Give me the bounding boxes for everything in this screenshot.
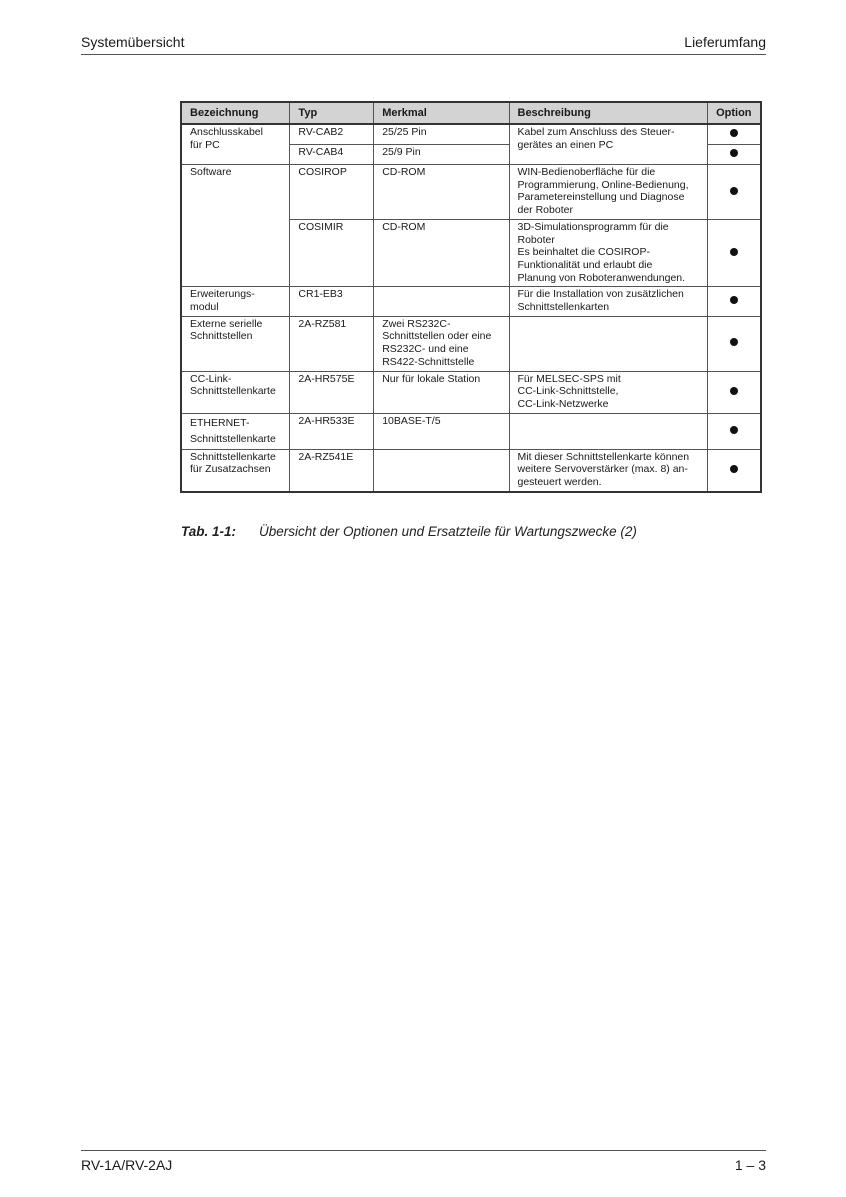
cell-typ: 2A-HR575E [290, 371, 374, 413]
option-bullet-icon [730, 296, 738, 304]
cell-merkmal: 10BASE-T/5 [374, 413, 509, 449]
cell-typ: RV-CAB4 [290, 145, 374, 165]
cell-typ: 2A-RZ581 [290, 316, 374, 371]
cell-beschreibung: WIN-Bedienoberfläche für die Programmierung, Online-Bedienung, Parametereinstellung und Diagnose der Roboter [509, 165, 707, 220]
cell-typ: RV-CAB2 [290, 124, 374, 145]
header-chapter-title: Lieferumfang [684, 34, 766, 50]
cell-beschreibung: Kabel zum Anschluss des Steuer- gerätes an einen PC [509, 124, 707, 165]
cell-beschreibung: Für die Installation von zusätzlichen Schnittstellenkarten [509, 287, 707, 316]
cell-option [707, 371, 761, 413]
option-bullet-icon [730, 129, 738, 137]
cell-option [707, 145, 761, 165]
cell-option [707, 219, 761, 287]
cell-typ: 2A-RZ541E [290, 449, 374, 492]
cell-typ: COSIMIR [290, 219, 374, 287]
cell-bezeichnung: CC-Link- Schnittstellenkarte [181, 371, 290, 413]
cell-merkmal [374, 449, 509, 492]
table-row [181, 287, 761, 316]
footer-page-number: 1 – 3 [734, 1157, 766, 1173]
cell-option [707, 124, 761, 145]
cell-merkmal: 25/9 Pin [374, 145, 509, 165]
table-caption [181, 524, 637, 539]
cell-merkmal [374, 287, 509, 316]
footer-model: RV-1A/RV-2AJ [81, 1157, 173, 1173]
cell-bezeichnung: Externe serielle Schnittstellen [181, 316, 290, 371]
cell-beschreibung: Mit dieser Schnittstellenkarte können weitere Servoverstärker (max. 8) an- gesteuert werden. [509, 449, 707, 492]
cell-bezeichnung: Anschlusskabel für PC [181, 124, 290, 165]
option-bullet-icon [730, 149, 738, 157]
column-header-bezeichnung: Bezeichnung [181, 102, 290, 124]
table-row [181, 316, 761, 371]
column-header-option: Option [707, 102, 761, 124]
cell-merkmal: CD-ROM [374, 219, 509, 287]
cell-bezeichnung: Software [181, 165, 290, 287]
cell-merkmal: Zwei RS232C- Schnittstellen oder eine RS232C- und eine RS422-Schnittstelle [374, 316, 509, 371]
table-row [181, 124, 761, 145]
cell-typ: COSIROP [290, 165, 374, 220]
table-header-row [181, 102, 761, 124]
cell-option [707, 413, 761, 449]
cell-beschreibung: Für MELSEC-SPS mit CC-Link-Schnittstelle, CC-Link-Netzwerke [509, 371, 707, 413]
cell-bezeichnung: ETHERNET- Schnittstellenkarte [181, 413, 290, 449]
cell-beschreibung [509, 316, 707, 371]
option-bullet-icon [730, 387, 738, 395]
cell-typ: 2A-HR533E [290, 413, 374, 449]
page-header [81, 32, 766, 55]
column-header-typ: Typ [290, 102, 374, 124]
cell-option [707, 449, 761, 492]
page-footer [81, 1150, 766, 1175]
table-row [181, 413, 761, 449]
option-bullet-icon [730, 426, 738, 434]
option-bullet-icon [730, 187, 738, 195]
table-row [181, 165, 761, 220]
option-bullet-icon [730, 465, 738, 473]
caption-label: Tab. 1-1: [181, 524, 237, 539]
cell-beschreibung: 3D-Simulationsprogramm für die Roboter Es beinhaltet die COSIROP- Funktionalität und erlaubt die Planung von Roboteranwendungen. [509, 219, 707, 287]
option-bullet-icon [730, 248, 738, 256]
column-header-merkmal: Merkmal [374, 102, 509, 124]
cell-merkmal: CD-ROM [374, 165, 509, 220]
cell-beschreibung [509, 413, 707, 449]
cell-typ: CR1-EB3 [290, 287, 374, 316]
option-bullet-icon [730, 338, 738, 346]
cell-option [707, 287, 761, 316]
cell-bezeichnung: Erweiterungs- modul [181, 287, 290, 316]
table-row [181, 371, 761, 413]
cell-merkmal: 25/25 Pin [374, 124, 509, 145]
column-header-beschreibung: Beschreibung [509, 102, 707, 124]
cell-option [707, 165, 761, 220]
table-row [181, 449, 761, 492]
caption-text: Übersicht der Optionen und Ersatzteile für Wartungszwecke (2) [259, 524, 637, 539]
cell-option [707, 316, 761, 371]
header-section-title: Systemübersicht [81, 34, 185, 50]
cell-bezeichnung: Schnittstellenkarte für Zusatzachsen [181, 449, 290, 492]
cell-merkmal: Nur für lokale Station [374, 371, 509, 413]
options-table [180, 101, 762, 493]
